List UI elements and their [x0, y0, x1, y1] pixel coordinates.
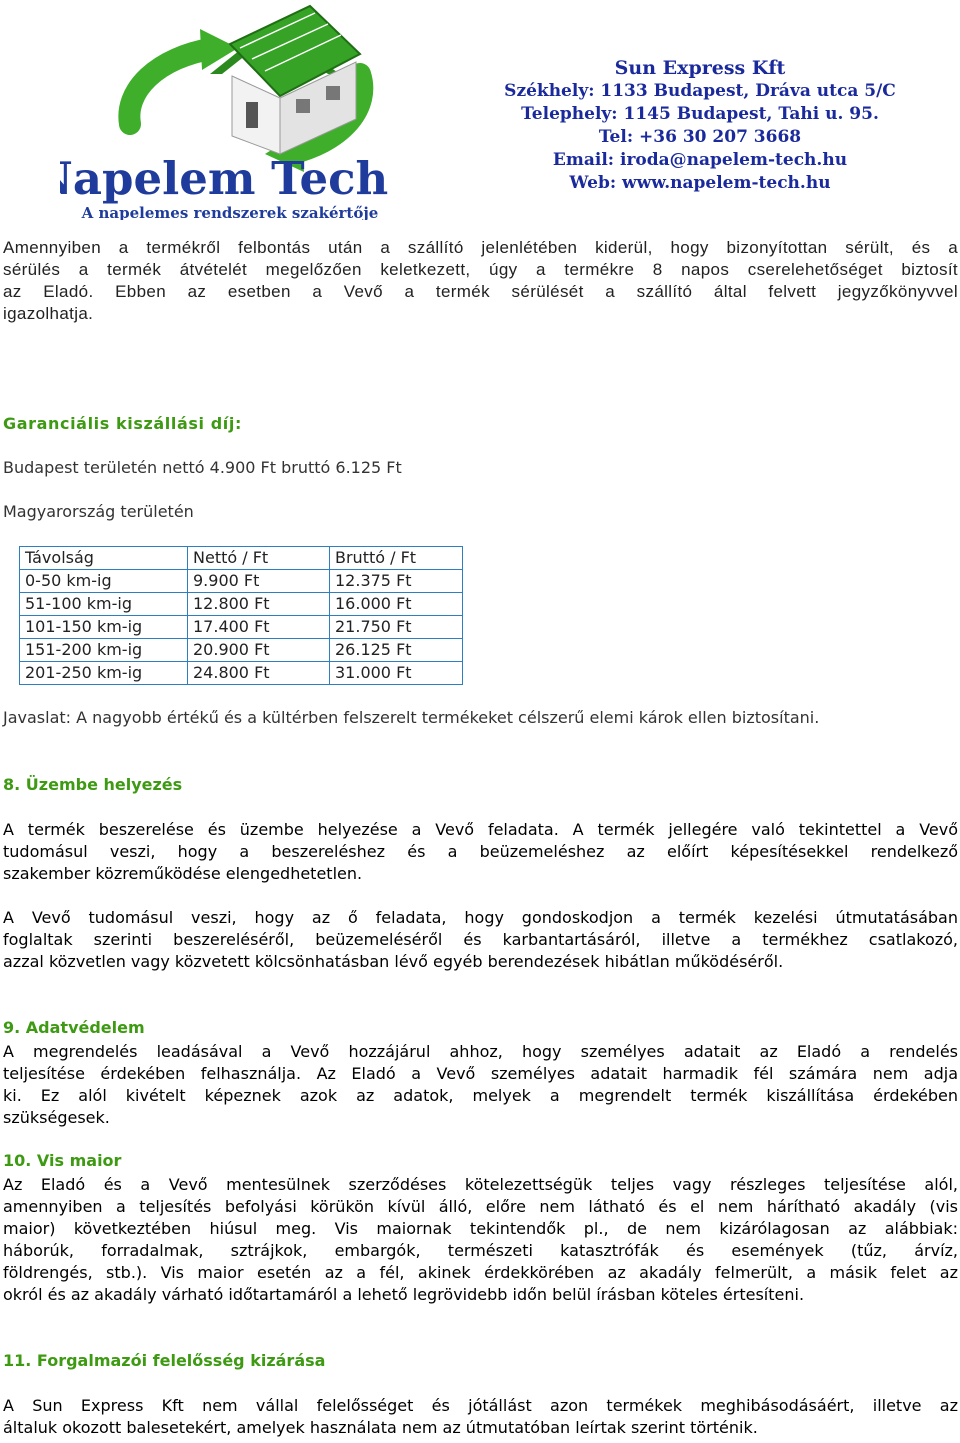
section11-title: 11. Forgalmazói felelősség kizárása	[3, 1351, 326, 1370]
company-info	[440, 56, 960, 195]
section10-title: 10. Vis maior	[3, 1151, 122, 1170]
section10-line: földrengés, stb.). Vis maior esetén az a fél, akinek érdekkörében az akadály felmerült, a másik felet az	[3, 1263, 958, 1282]
table-cell: 201-250 km-ig	[20, 662, 188, 685]
logo-brand: Napelem Tech	[60, 152, 389, 205]
table-cell: 0-50 km-ig	[20, 570, 188, 593]
section10-line: háborúk, forradalmak, sztrájkok, embargók, természeti katasztrófák és események (tűz, árvíz,	[3, 1241, 958, 1260]
table-cell: 26.125 Ft	[330, 639, 463, 662]
section9-title: 9. Adatvédelem	[3, 1018, 145, 1037]
section10-paragraph	[3, 1174, 958, 1306]
table-row	[20, 616, 463, 639]
table-row	[20, 570, 463, 593]
section8-line: A Vevő tudomásul veszi, hogy az ő feladata, hogy gondoskodjon a termék kezelési útmutatásában	[3, 908, 958, 927]
table-cell: 31.000 Ft	[330, 662, 463, 685]
table-cell: 20.900 Ft	[188, 639, 330, 662]
table-header-cell: Nettó / Ft	[188, 547, 330, 570]
intro-paragraph	[3, 237, 958, 325]
section8-line: szakember közreműködése elengedhetetlen.	[3, 864, 363, 883]
house-arrows-logo	[60, 4, 420, 220]
table-cell: 16.000 Ft	[330, 593, 463, 616]
company-name: Sun Express Kft	[614, 57, 786, 79]
company-web[interactable]: Web: www.napelem-tech.hu	[569, 173, 831, 193]
company-phone: Tel: +36 30 207 3668	[598, 127, 802, 147]
section11-line: általuk okozott balesetekért, amelyek használata nem az útmutatóban leírtak szerint történik.	[3, 1418, 758, 1437]
section8-line: A termék beszerelése és üzembe helyezése a Vevő feladata. A termék jellegére való tekintettel a Vevő	[3, 820, 958, 839]
table-row	[20, 639, 463, 662]
intro-line: Amennyiben a termékről felbontás után a szállító jelenlétében kiderül, hogy bizonyítottan sérült, és a	[3, 238, 958, 257]
table-cell: 24.800 Ft	[188, 662, 330, 685]
section10-line: maior) következtében hiúsul meg. Vis maiornak tekintendők pl., de nem kizárólagosan az alábbiak:	[3, 1219, 958, 1238]
company-email[interactable]: Email: iroda@napelem-tech.hu	[552, 150, 848, 170]
section8-paragraph1	[3, 819, 958, 885]
section8-line: foglaltak szerinti beszereléséről, beüzemeléséről és karbantartásáról, illetve a termékhez csatlakozó,	[3, 930, 958, 949]
table-row	[20, 662, 463, 685]
section10-line: amennyiben a teljesítés befolyási körükön kívül álló, előre nem látható és el nem hárítható akadály (vis	[3, 1197, 958, 1216]
section8-line: tudomásul veszi, hogy a beszereléshez és a beüzemeléshez az előírt képesítésekkel rendelkező	[3, 842, 958, 861]
intro-line: az Eladó. Ebben az esetben a Vevő a termék sérülését a szállító által felvett jegyzőkönyvvel	[3, 282, 958, 301]
section11-paragraph	[3, 1395, 958, 1439]
table-cell: 51-100 km-ig	[20, 593, 188, 616]
logo-tagline: A napelemes rendszerek szakértője	[81, 204, 379, 220]
section9-line: szükségesek.	[3, 1108, 110, 1127]
section8-title: 8. Üzembe helyezés	[3, 775, 183, 794]
table-cell: 9.900 Ft	[188, 570, 330, 593]
section8-line: azzal közvetlen vagy közvetett kölcsönhatásban lévő egyéb berendezések hibátlan működéséről.	[3, 952, 784, 971]
table-cell: 12.375 Ft	[330, 570, 463, 593]
table-cell: 101-150 km-ig	[20, 616, 188, 639]
shipping-budapest: Budapest területén nettó 4.900 Ft bruttó 6.125 Ft	[3, 458, 402, 477]
section9-line: teljesítése érdekében felhasználja. Az Eladó a Vevő személyes adatait harmadik fél számára nem adja	[3, 1064, 958, 1083]
intro-line: sérülés a termék átvételét megelőzően keletkezett, úgy a termékre 8 napos cserelehetőséget biztosít	[3, 260, 958, 279]
company-site: Telephely: 1145 Budapest, Tahi u. 95.	[521, 104, 879, 124]
shipping-fee-table	[19, 546, 463, 685]
section9-line: ki. Ez alól kivételt képeznek azok az adatok, melyek a megrendelt termék kiszállítása érdekében	[3, 1086, 958, 1105]
section8-paragraph2	[3, 907, 958, 973]
section10-line: okról és az akadály várható időtartamáról a lehető legrövidebb időn belül írásban köteles értesíteni.	[3, 1285, 805, 1304]
shipping-suggestion: Javaslat: A nagyobb értékű és a kültérben felszerelt termékeket célszerű elemi károk ellen biztosítani.	[3, 708, 820, 727]
section9-line: A megrendelés leadásával a Vevő hozzájárul ahhoz, hogy személyes adatait az Eladó a rendelés	[3, 1042, 958, 1061]
shipping-country: Magyarország területén	[3, 502, 194, 521]
section10-line: Az Eladó és a Vevő mentesülnek szerződéses kötelezettségük teljes vagy részleges teljesítése alól,	[3, 1175, 958, 1194]
table-cell: 12.800 Ft	[188, 593, 330, 616]
table-header-cell: Bruttó / Ft	[330, 547, 463, 570]
table-header-row	[20, 547, 463, 570]
table-cell: 151-200 km-ig	[20, 639, 188, 662]
section11-line: A Sun Express Kft nem vállal felelősséget és jótállást azon termékek meghibásodásáért, illetve az	[3, 1396, 958, 1415]
section9-paragraph	[3, 1041, 958, 1129]
table-cell: 21.750 Ft	[330, 616, 463, 639]
table-header-cell: Távolság	[20, 547, 188, 570]
intro-line: igazolhatja.	[3, 304, 94, 323]
company-logo	[60, 4, 420, 220]
company-seat: Székhely: 1133 Budapest, Dráva utca 5/C	[504, 81, 896, 101]
shipping-heading: Garanciális kiszállási díj:	[3, 414, 242, 433]
table-row	[20, 593, 463, 616]
table-cell: 17.400 Ft	[188, 616, 330, 639]
